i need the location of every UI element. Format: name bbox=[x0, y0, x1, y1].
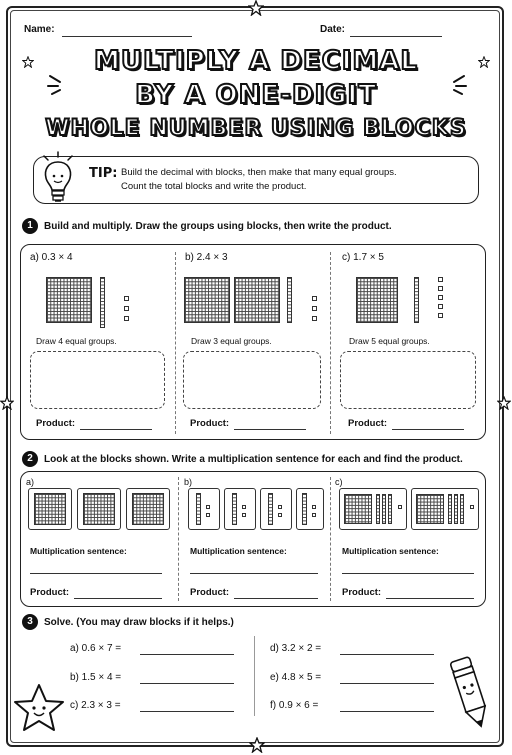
name-label: Name: bbox=[24, 24, 55, 35]
problem-2c-product-field[interactable] bbox=[386, 598, 474, 599]
tenth-rod bbox=[460, 494, 464, 524]
unit-cube bbox=[312, 306, 317, 311]
problem-1c-product-field[interactable] bbox=[392, 429, 464, 430]
problem-2c-label: c) bbox=[335, 477, 343, 487]
unit-cube bbox=[124, 296, 129, 301]
solve-problem-f: f) 0.9 × 6 = bbox=[270, 700, 319, 711]
divider bbox=[175, 252, 176, 434]
problem-1a-product-field[interactable] bbox=[80, 429, 152, 430]
divider bbox=[178, 477, 179, 601]
block-frame bbox=[224, 488, 256, 530]
hundred-flat bbox=[132, 493, 164, 525]
divider bbox=[330, 252, 331, 434]
problem-2b-sentence-field[interactable] bbox=[190, 573, 318, 574]
block-frame bbox=[188, 488, 220, 530]
solve-answer-d[interactable] bbox=[340, 654, 434, 655]
hundred-flat bbox=[34, 493, 66, 525]
problem-1c-product-label: Product: bbox=[348, 418, 388, 429]
tenth-rod bbox=[448, 494, 452, 524]
hundred-flat bbox=[184, 277, 230, 323]
star-icon bbox=[0, 396, 14, 410]
problem-2a-product-field[interactable] bbox=[74, 598, 162, 599]
problem-2c-sentence-field[interactable] bbox=[342, 573, 474, 574]
tenth-rod bbox=[268, 493, 273, 525]
problem-1c-draw-area[interactable] bbox=[340, 351, 476, 409]
problem-1c-label: c) 1.7 × 5 bbox=[342, 252, 384, 263]
star-icon bbox=[249, 737, 265, 753]
unit-cube bbox=[124, 306, 129, 311]
problem-1b-draw-area[interactable] bbox=[183, 351, 321, 409]
hundred-flat bbox=[83, 493, 115, 525]
divider bbox=[330, 477, 331, 601]
problem-2a-sentence-field[interactable] bbox=[30, 573, 162, 574]
tenth-rod bbox=[100, 277, 105, 328]
problem-1b-product-label: Product: bbox=[190, 418, 230, 429]
unit-cube bbox=[438, 286, 443, 291]
solve-answer-e[interactable] bbox=[340, 683, 434, 684]
date-label: Date: bbox=[320, 24, 346, 35]
unit-cube bbox=[124, 316, 129, 321]
unit-cube bbox=[312, 296, 317, 301]
solve-problem-a: a) 0.6 × 7 = bbox=[70, 643, 122, 654]
problem-1a-label: a) 0.3 × 4 bbox=[30, 252, 73, 263]
problem-1a-draw-area[interactable] bbox=[30, 351, 165, 409]
problem-2a-label: a) bbox=[26, 477, 35, 487]
section-1-instruction: Build and multiply. Draw the groups using blocks, then write the product. bbox=[44, 221, 392, 232]
tenth-rod bbox=[376, 494, 380, 524]
problem-1a-product-label: Product: bbox=[36, 418, 76, 429]
problem-2b-product-field[interactable] bbox=[234, 598, 318, 599]
pencil-icon bbox=[440, 652, 500, 734]
section-2-number: 2 bbox=[22, 451, 38, 467]
problem-1c-groups: Draw 5 equal groups. bbox=[349, 336, 430, 346]
hundred-flat bbox=[234, 277, 280, 323]
unit-cube bbox=[206, 513, 210, 517]
problem-1a-groups: Draw 4 equal groups. bbox=[36, 336, 117, 346]
hundred-flat bbox=[356, 277, 398, 323]
problem-2a-product-label: Product: bbox=[30, 587, 70, 598]
solve-problem-c: c) 2.3 × 3 = bbox=[70, 700, 121, 711]
unit-cube bbox=[312, 505, 316, 509]
problem-2b-product-label: Product: bbox=[190, 587, 230, 598]
solve-answer-a[interactable] bbox=[140, 654, 234, 655]
hundred-flat bbox=[344, 494, 372, 524]
date-field[interactable] bbox=[350, 36, 442, 37]
hundred-flat bbox=[416, 494, 444, 524]
tenth-rod bbox=[414, 277, 419, 323]
unit-cube bbox=[278, 505, 282, 509]
tip-text-line-1: Build the decimal with blocks, then make that many equal groups. bbox=[121, 167, 397, 178]
tenth-rod bbox=[382, 494, 386, 524]
problem-2a-sentence-label: Multiplication sentence: bbox=[30, 546, 127, 556]
problem-1b-groups: Draw 3 equal groups. bbox=[191, 336, 272, 346]
tip-text-line-2: Count the total blocks and write the product. bbox=[121, 181, 307, 192]
star-icon bbox=[248, 0, 264, 16]
unit-cube bbox=[438, 313, 443, 318]
problem-1b-label: b) 2.4 × 3 bbox=[185, 252, 228, 263]
solve-problem-e: e) 4.8 × 5 = bbox=[270, 672, 322, 683]
block-frame bbox=[296, 488, 324, 530]
block-frame bbox=[260, 488, 292, 530]
unit-cube bbox=[438, 295, 443, 300]
tenth-rod bbox=[388, 494, 392, 524]
hundred-flat bbox=[46, 277, 92, 323]
problem-2c-product-label: Product: bbox=[342, 587, 382, 598]
tip-label: TIP: bbox=[89, 166, 118, 181]
solve-answer-c[interactable] bbox=[140, 711, 234, 712]
unit-cube bbox=[242, 505, 246, 509]
problem-2b-sentence-label: Multiplication sentence: bbox=[190, 546, 287, 556]
unit-cube bbox=[470, 505, 474, 509]
tenth-rod bbox=[232, 493, 237, 525]
solve-answer-b[interactable] bbox=[140, 683, 234, 684]
title-line-3: WHOLE NUMBER USING BLOCKS bbox=[45, 116, 467, 141]
unit-cube bbox=[242, 513, 246, 517]
problem-1b-product-field[interactable] bbox=[234, 429, 306, 430]
solve-problem-d: d) 3.2 × 2 = bbox=[270, 643, 322, 654]
lightbulb-icon bbox=[38, 150, 78, 210]
unit-cube bbox=[312, 316, 317, 321]
title-line-1: MULTIPLY A DECIMAL bbox=[94, 46, 418, 76]
unit-cube bbox=[312, 513, 316, 517]
star-icon bbox=[497, 396, 511, 410]
tenth-rod bbox=[196, 493, 201, 525]
tenth-rod bbox=[287, 277, 292, 323]
unit-cube bbox=[438, 277, 443, 282]
section-3-instruction: Solve. (You may draw blocks if it helps.) bbox=[44, 617, 234, 628]
section-1-number: 1 bbox=[22, 218, 38, 234]
unit-cube bbox=[398, 505, 402, 509]
solve-problem-b: b) 1.5 × 4 = bbox=[70, 672, 122, 683]
name-field[interactable] bbox=[62, 36, 192, 37]
unit-cube bbox=[278, 513, 282, 517]
sparkle-icon bbox=[440, 70, 468, 96]
section-3-number: 3 bbox=[22, 614, 38, 630]
unit-cube bbox=[438, 304, 443, 309]
title-line-2: BY A ONE-DIGIT bbox=[135, 80, 377, 110]
tenth-rod bbox=[302, 493, 307, 525]
divider bbox=[254, 636, 255, 716]
unit-cube bbox=[206, 505, 210, 509]
section-2-instruction: Look at the blocks shown. Write a multiplication sentence for each and find the product. bbox=[44, 454, 463, 465]
sparkle-icon bbox=[46, 70, 74, 96]
tenth-rod bbox=[454, 494, 458, 524]
star-character-icon bbox=[12, 682, 66, 738]
problem-2c-sentence-label: Multiplication sentence: bbox=[342, 546, 439, 556]
problem-2b-label: b) bbox=[184, 477, 193, 487]
solve-answer-f[interactable] bbox=[340, 711, 434, 712]
